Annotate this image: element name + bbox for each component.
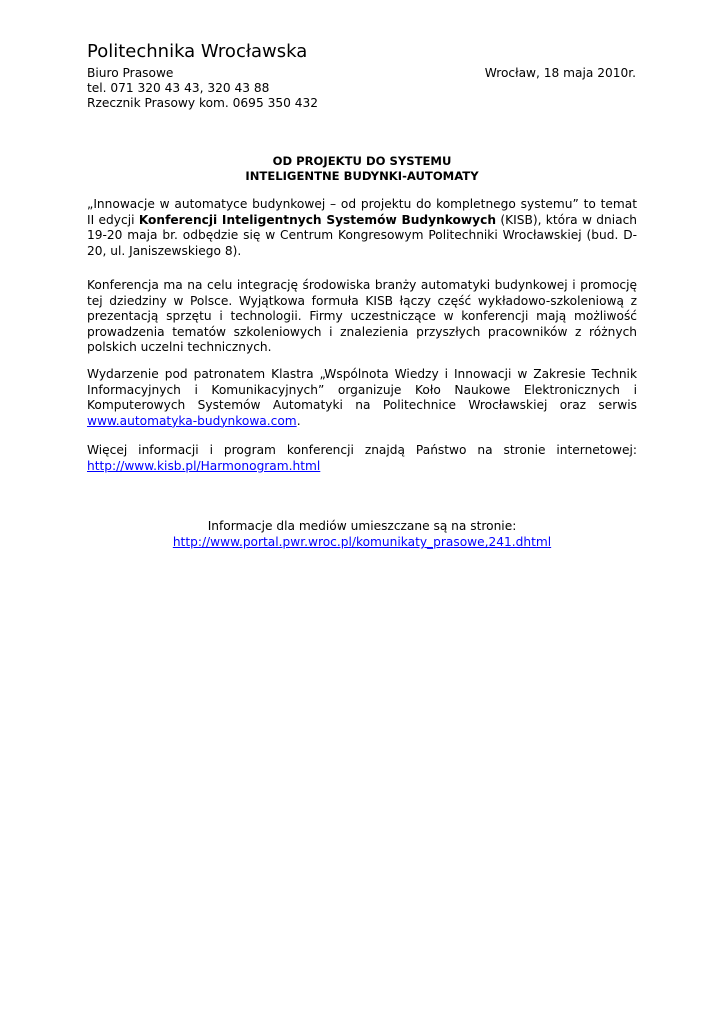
paragraph-intro	[87, 197, 637, 259]
paragraph-organizers-text: Wydarzenie pod patronatem Klastra „Wspólnota Wiedzy i Innowacji w Zakresie Technik Informacyjnych i Komunikacyjnych” organizuje Koło Naukowe Elektronicznych i Komputerowych Systemów Automatyki na Politechnice Wrocławskiej oraz serwis	[87, 367, 637, 413]
paragraph-goals: Konferencja ma na celu integrację środowiska branży automatyki budynkowej i promocję tej dziedziny w Polsce. Wyjątkowa formuła KISB łączy część wykładowo-szkoleniową z prezentacją sprzętu i technologii. Firmy uczestniczące w konferencji mają możliwość prowadzenia tematów szkoleniowych i znalezienia przyszłych pracowników z różnych polskich uczelni technicznych.	[87, 278, 637, 355]
release-date: Wrocław, 18 maja 2010r.	[484, 66, 636, 80]
paragraph-intro-text: „Innowacje w automatyce budynkowej – od projektu do kompletnego systemu” to temat II edycji	[87, 197, 637, 227]
document-title	[87, 154, 637, 184]
paragraph-more-info	[87, 443, 637, 474]
organization-name: Politechnika Wrocławska	[87, 41, 308, 62]
paragraph-intro-text-end: (KISB), która w dniach 19-20 maja br. odbędzie się w Centrum Kongresowym Politechniki Wrocławskiej (bud. D-20, ul. Janiszewskiego 8).	[87, 212, 638, 258]
automatyka-budynkowa-link[interactable]: www.automatyka-budynkowa.com	[87, 413, 297, 428]
media-info-text: Informacje dla mediów umieszczane są na stronie:	[207, 519, 517, 533]
media-info-footer	[87, 518, 637, 550]
title-line-1: OD PROJEKTU DO SYSTEMU	[272, 154, 452, 168]
phone-numbers: tel. 071 320 43 43, 320 43 88	[87, 81, 270, 95]
contact-block	[87, 66, 318, 111]
title-line-2: INTELIGENTNE BUDYNKI-AUTOMATY	[245, 169, 479, 183]
kisb-program-link[interactable]: http://www.kisb.pl/Harmonogram.html	[87, 458, 321, 473]
conference-name: Konferencji Inteligentnych Systemów Budynkowych	[138, 212, 497, 227]
press-office-label: Biuro Prasowe	[87, 66, 174, 80]
press-releases-portal-link[interactable]: http://www.portal.pwr.wroc.pl/komunikaty_prasowe,241.dhtml	[172, 535, 552, 549]
paragraph-organizers	[87, 367, 637, 429]
paragraph-more-info-text: Więcej informacji i program konferencji znajdą Państwo na stronie internetowej:	[87, 443, 637, 457]
paragraph-organizers-end: .	[296, 413, 301, 428]
spokesperson-contact: Rzecznik Prasowy kom. 0695 350 432	[87, 96, 318, 110]
